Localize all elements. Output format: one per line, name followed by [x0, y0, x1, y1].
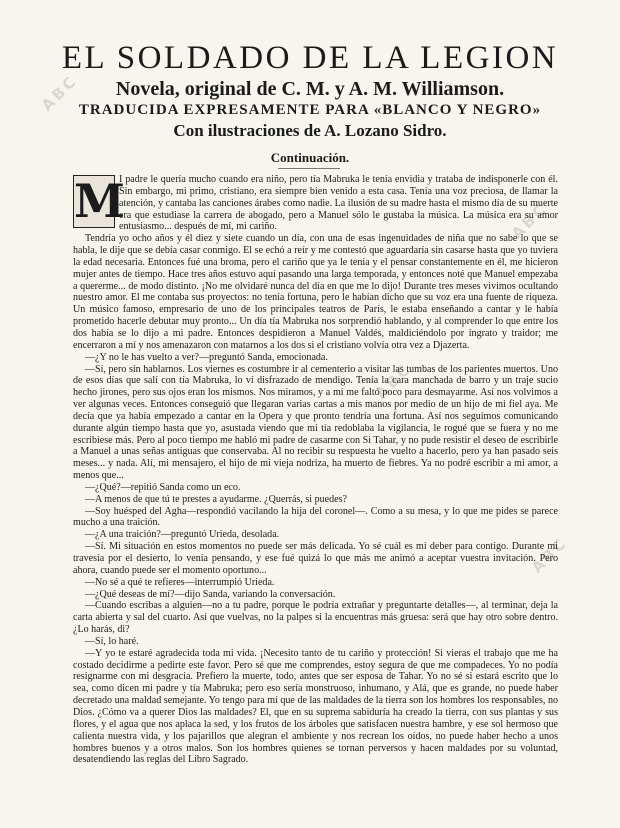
paragraph: —Y yo te estaré agradecida toda mi vida. ¡Necesito tanto de tu cariño y protección! Si vieras el trabajo que me ha costado decidirme a pedirte este favor. Pero sé que me comprendes, estoy segura de que me compadeces. Yo no podía resignarme con mi desgracia. Prefiero la muerte, todo, antes que ser esposa de Tahar. Yo no sé si estará escrito que lo sea, como dicen mi padre y tía Mabruka; pero eso sería monstruoso, inhumano, y Alá, que es grande, no puede haber decretado una maldad semejante. Yo tengo para mí que de las maldades de la tierra son los hombres los responsables, no Dios. ¿Cómo va a querer Dios las maldades? El, que en su suprema sabiduría ha creado la tierra, con sus plantas y sus flores, y el agua que nos aplaca la sed, y los frutos de los árboles que satisfacen nuestra hambre, y ese sol hermoso que calienta nuestra vida, y los pajarillos que alegran el ambiente y nos recrean los oídos, no puede haber hecho a unos hombres buenos y a otros malos. Son los hombres quienes se tornan perversos y hacen maldades por su voluntad, desatendiendo las reglas del Libro Sagrado. — [73, 647, 558, 766]
watermark-stamp: ABC — [371, 359, 416, 403]
paragraph: Tendría yo ocho años y él diez y siete cuando un día, con una de esas ingenuidades de niña que no sabe lo que se habla, le dije que se debía casar conmigo. El se echó a reír y me contestó que aguardaría sin casarse hasta que yo tuviera la edad necesaria. Entonces fué una broma, pero el cariño que ya le tenía y el pensar constantemente en él, me hicieron mujer antes de tiempo. Hace tres años estuvo aquí pasando una larga temporada, y entonces noté que Manuel empezaba a quererme... de modo distinto. ¡No me olvidaré nunca del día en que me lo dijo! Durante tres meses vivimos ocultando nuestro amor. El me contaba sus proyectos: no tenía fortuna, pero le habían dicho que su voz era una fuente de riqueza. Un músico famoso, empresario de uno de los principales teatros de París, le estaba enseñando a cantar y le había prometido hacerle debutar muy pronto... Un día tía Mabruka nos sorprendió hablando, y al comprender lo que entre los dos había se lo dijo a mi padre. Entonces despidieron a Manuel Valdés, maldiciéndolo por ingrato y traidor; me encerraron a mí y nos amenazaron con matarnos a los dos si el cristiano volvía otra vez a Djazerta. — [73, 233, 558, 351]
paragraph: —No sé a qué te refieres—interrumpió Urieda. — [85, 576, 275, 588]
paragraph: —¿Y no le has vuelto a ver?—preguntó Sanda, emocionada. — [85, 351, 328, 363]
paragraph: —Sí, lo haré. — [85, 635, 139, 647]
watermark-stamp: ABC — [507, 199, 552, 243]
paragraph: —¿Qué?—repitió Sanda como un eco. — [85, 481, 241, 493]
continuation-heading: Continuación. — [270, 150, 350, 165]
heading-divider — [278, 168, 340, 169]
paragraph: —¿Qué deseas de mí?—dijo Sanda, variando la conversación. — [85, 588, 336, 600]
paragraph: —Soy huésped del Agha—respondió vacilando la hija del coronel—. Como a su mesa, y lo que me pides se parece mucho a una traición. — [73, 505, 558, 529]
paragraph: —Cuando escribas a alguien—no a tu padre, porque le podría extrañar y preguntarte detalles—, al terminar, deja la carta abierta y sal del cuarto. Así que vuelvas, no la palpes si la encuentras más gruesa: será que hay otro sobre dentro. ¿Lo harás, di? — [73, 600, 558, 636]
paragraph: —Sí. Mi situación en estos momentos no puede ser más delicada. Yo sé cuál es mi deber para contigo. Durante mi travesía por el desierto, lo venía pensando, y ese fué quizá lo que más me animó a aceptar vuestra invitación. Pero ahora, cuando puede ser el momento oportuno... — [73, 541, 558, 576]
article-body — [73, 174, 558, 766]
dropcap-initial — [73, 174, 125, 228]
translation-note: TRADUCIDA EXPRESAMENTE PARA «BLANCO Y NEGRO» — [78, 102, 542, 118]
watermark-stamp: ABC — [527, 533, 572, 577]
paragraph: —A menos de que tú te prestes a ayudarme. ¿Querrás, si puedes? — [85, 493, 347, 505]
watermark-stamp: ABC — [37, 71, 82, 115]
paragraph: —Sí, pero sin hablarnos. Los viernes es costumbre ir al cementerio a visitar las tumbas de los parientes muertos. Uno de esos días que salí con tía Mabruka, lo vi disfrazado de mendigo. Tenía la cara manchada de barro y un traje sucio hecho jirones, pero sus ojos eran los mismos. Nos miramos, y a mí me faltó poco para desmayarme. Así nos volvimos a ver algunas veces. Entonces conseguió que llegaran varias cartas a mis manos por medio de un hijo de mi fiel aya. Me decía que ya había empezado a cantar en la Opera y que pronto tendría una fortuna. Así nos seguimos comunicando durante algún tiempo hasta que yo, asustada viendo que mi tía redoblaba la vigilancia, le rogué que se fuera y no me escribiese más. Pero al poco tiempo me habló mi padre de casarme con Si Tahar, y no pude resistir el deseo de escribirle a Manuel a unas señas antiguas que conservaba. Al no recibir su respuesta he vuelto a hacerlo, pero ya han pasado seis meses... y nada. Alí, mi mensajero, el hijo de mi vieja nodriza, ha muerto de fiebres. Ya no podré escribir a mi amor, a menos que... — [73, 363, 558, 482]
dropcap-letter: M — [74, 174, 125, 228]
paragraph: I padre le quería mucho cuando era niño, pero tía Mabruka le tenía envidia y trataba de indisponerle con él. Sin embargo, mi primo, cristiano, era siempre bien venido a esta casa. Tenía una voz preciosa, de llamar la atención, y cantaba las canciones árabes como nadie. La ilusión de su madre hasta el mismo día de su muerte era que estudiase la carrera de abogado, pero a Manuel sólo le gustaba la música. La música era su amor entusiasmo... después de mí, mi cariño. — [119, 174, 558, 233]
illustrator-credit: Con ilustraciones de A. Lozano Sidro. — [173, 121, 447, 140]
paragraph: —¿A una traición?—preguntó Urieda, desolada. — [85, 529, 280, 541]
article-title: EL SOLDADO DE LA LEGION — [61, 40, 559, 76]
novel-authors: Novela, original de C. M. y A. M. Williamson. — [115, 78, 505, 100]
